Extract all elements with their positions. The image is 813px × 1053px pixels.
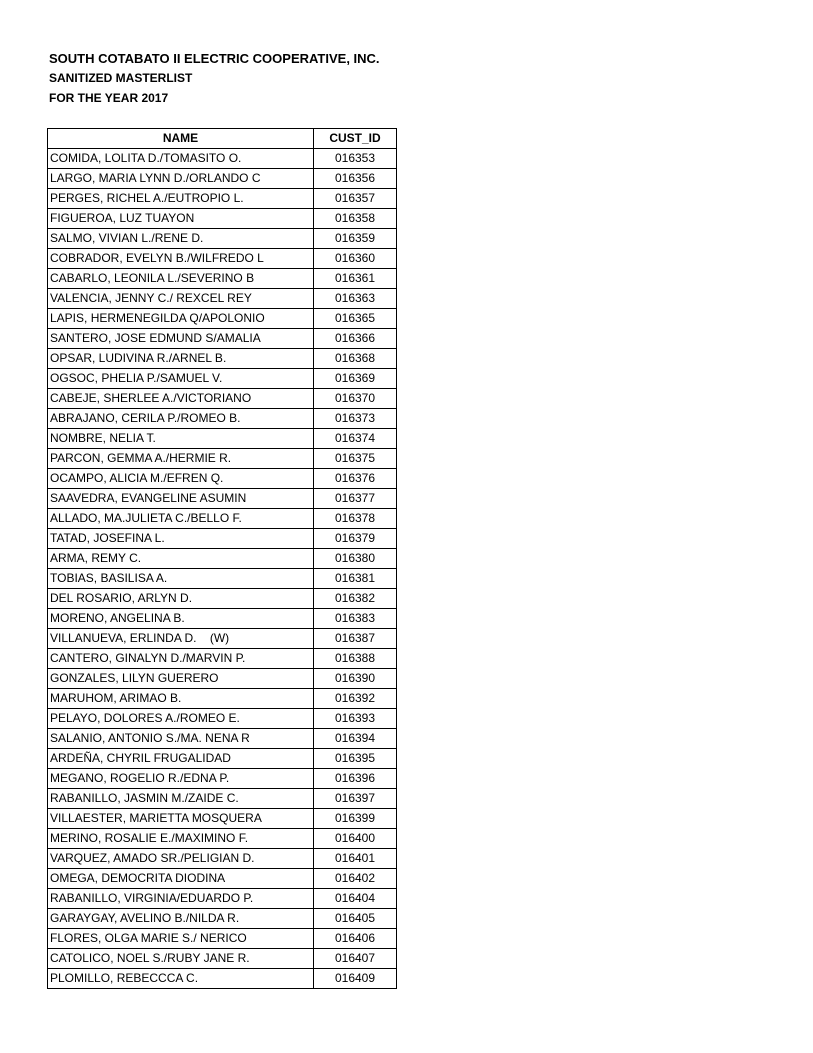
table-row xyxy=(48,409,397,429)
customer-id-cell: 016369 xyxy=(314,369,397,389)
customer-name-cell: PERGES, RICHEL A./EUTROPIO L. xyxy=(48,189,314,209)
table-row xyxy=(48,169,397,189)
customer-name-cell: PARCON, GEMMA A./HERMIE R. xyxy=(48,449,314,469)
customer-name-cell: TOBIAS, BASILISA A. xyxy=(48,569,314,589)
table-row xyxy=(48,749,397,769)
table-row xyxy=(48,769,397,789)
customer-id-cell: 016361 xyxy=(314,269,397,289)
table-row xyxy=(48,529,397,549)
table-row xyxy=(48,689,397,709)
customer-name-cell: DEL ROSARIO, ARLYN D. xyxy=(48,589,314,609)
table-row xyxy=(48,149,397,169)
customer-id-cell: 016397 xyxy=(314,789,397,809)
customer-name-cell: CANTERO, GINALYN D./MARVIN P. xyxy=(48,649,314,669)
table-row xyxy=(48,869,397,889)
customer-id-cell: 016407 xyxy=(314,949,397,969)
customer-id-cell: 016395 xyxy=(314,749,397,769)
table-row xyxy=(48,929,397,949)
customer-id-cell: 016406 xyxy=(314,929,397,949)
customer-name-cell: MARUHOM, ARIMAO B. xyxy=(48,689,314,709)
customer-id-cell: 016393 xyxy=(314,709,397,729)
year-label: FOR THE YEAR 2017 xyxy=(49,91,169,105)
customer-id-cell: 016374 xyxy=(314,429,397,449)
table-row xyxy=(48,469,397,489)
customer-id-cell: 016381 xyxy=(314,569,397,589)
customer-name-cell: VARQUEZ, AMADO SR./PELIGIAN D. xyxy=(48,849,314,869)
document-subtitle: SANITIZED MASTERLIST xyxy=(49,71,193,85)
customer-id-cell: 016360 xyxy=(314,249,397,269)
customer-id-cell: 016394 xyxy=(314,729,397,749)
table-row xyxy=(48,829,397,849)
customer-id-cell: 016400 xyxy=(314,829,397,849)
customer-id-cell: 016388 xyxy=(314,649,397,669)
table-row xyxy=(48,269,397,289)
customer-id-cell: 016379 xyxy=(314,529,397,549)
table-row xyxy=(48,189,397,209)
table-row xyxy=(48,229,397,249)
table-row xyxy=(48,209,397,229)
customer-name-cell: RABANILLO, JASMIN M./ZAIDE C. xyxy=(48,789,314,809)
customer-name-cell: LAPIS, HERMENEGILDA Q/APOLONIO xyxy=(48,309,314,329)
customer-id-cell: 016382 xyxy=(314,589,397,609)
customer-name-cell: FLORES, OLGA MARIE S./ NERICO xyxy=(48,929,314,949)
table-row xyxy=(48,809,397,829)
table-row xyxy=(48,569,397,589)
table-row xyxy=(48,669,397,689)
customer-name-cell: OGSOC, PHELIA P./SAMUEL V. xyxy=(48,369,314,389)
customer-name-cell: CABEJE, SHERLEE A./VICTORIANO xyxy=(48,389,314,409)
table-row xyxy=(48,389,397,409)
customer-name-cell: CATOLICO, NOEL S./RUBY JANE R. xyxy=(48,949,314,969)
customer-id-cell: 016378 xyxy=(314,509,397,529)
customer-name-cell: OCAMPO, ALICIA M./EFREN Q. xyxy=(48,469,314,489)
column-header-cust-id: CUST_ID xyxy=(314,129,397,149)
customer-name-cell: GONZALES, LILYN GUERERO xyxy=(48,669,314,689)
table-body xyxy=(48,149,397,989)
customer-id-cell: 016405 xyxy=(314,909,397,929)
customer-name-cell: CABARLO, LEONILA L./SEVERINO B xyxy=(48,269,314,289)
table-row xyxy=(48,849,397,869)
customer-id-cell: 016377 xyxy=(314,489,397,509)
customer-name-cell: FIGUEROA, LUZ TUAYON xyxy=(48,209,314,229)
customer-id-cell: 016365 xyxy=(314,309,397,329)
customer-name-cell: VILLANUEVA, ERLINDA D. (W) xyxy=(48,629,314,649)
customer-name-cell: ARDEÑA, CHYRIL FRUGALIDAD xyxy=(48,749,314,769)
customer-name-cell: PELAYO, DOLORES A./ROMEO E. xyxy=(48,709,314,729)
customer-id-cell: 016368 xyxy=(314,349,397,369)
customer-name-cell: RABANILLO, VIRGINIA/EDUARDO P. xyxy=(48,889,314,909)
customer-id-cell: 016380 xyxy=(314,549,397,569)
customer-id-cell: 016396 xyxy=(314,769,397,789)
customer-name-cell: NOMBRE, NELIA T. xyxy=(48,429,314,449)
customer-id-cell: 016404 xyxy=(314,889,397,909)
customer-name-cell: SAAVEDRA, EVANGELINE ASUMIN xyxy=(48,489,314,509)
customer-id-cell: 016399 xyxy=(314,809,397,829)
table-row xyxy=(48,789,397,809)
table-row xyxy=(48,889,397,909)
customer-name-cell: SALANIO, ANTONIO S./MA. NENA R xyxy=(48,729,314,749)
customer-name-cell: TATAD, JOSEFINA L. xyxy=(48,529,314,549)
table-header-row xyxy=(48,129,397,149)
customer-name-cell: ABRAJANO, CERILA P./ROMEO B. xyxy=(48,409,314,429)
customer-id-cell: 016353 xyxy=(314,149,397,169)
table-row xyxy=(48,609,397,629)
customer-name-cell: VALENCIA, JENNY C./ REXCEL REY xyxy=(48,289,314,309)
customer-name-cell: OPSAR, LUDIVINA R./ARNEL B. xyxy=(48,349,314,369)
table-row xyxy=(48,969,397,989)
table-row xyxy=(48,909,397,929)
customer-name-cell: SALMO, VIVIAN L./RENE D. xyxy=(48,229,314,249)
table-row xyxy=(48,709,397,729)
customer-id-cell: 016401 xyxy=(314,849,397,869)
customer-id-cell: 016376 xyxy=(314,469,397,489)
table-row xyxy=(48,649,397,669)
table-row xyxy=(48,369,397,389)
customer-name-cell: LARGO, MARIA LYNN D./ORLANDO C xyxy=(48,169,314,189)
table-row xyxy=(48,629,397,649)
table-row xyxy=(48,309,397,329)
customer-name-cell: OMEGA, DEMOCRITA DIODINA xyxy=(48,869,314,889)
customer-id-cell: 016373 xyxy=(314,409,397,429)
table-row xyxy=(48,249,397,269)
customer-name-cell: ARMA, REMY C. xyxy=(48,549,314,569)
customer-name-cell: SANTERO, JOSE EDMUND S/AMALIA xyxy=(48,329,314,349)
customer-name-cell: PLOMILLO, REBECCCA C. xyxy=(48,969,314,989)
customer-name-cell: VILLAESTER, MARIETTA MOSQUERA xyxy=(48,809,314,829)
document-header xyxy=(49,50,380,110)
table-row xyxy=(48,549,397,569)
table-row xyxy=(48,429,397,449)
customer-id-cell: 016375 xyxy=(314,449,397,469)
customer-id-cell: 016358 xyxy=(314,209,397,229)
customer-id-cell: 016402 xyxy=(314,869,397,889)
customer-id-cell: 016359 xyxy=(314,229,397,249)
table-row xyxy=(48,489,397,509)
customer-id-cell: 016366 xyxy=(314,329,397,349)
table-row xyxy=(48,589,397,609)
table-row xyxy=(48,449,397,469)
customer-id-cell: 016357 xyxy=(314,189,397,209)
customer-id-cell: 016390 xyxy=(314,669,397,689)
customer-name-cell: COBRADOR, EVELYN B./WILFREDO L xyxy=(48,249,314,269)
masterlist-table xyxy=(47,128,397,989)
organization-title: SOUTH COTABATO II ELECTRIC COOPERATIVE, INC. xyxy=(49,51,380,66)
customer-name-cell: COMIDA, LOLITA D./TOMASITO O. xyxy=(48,149,314,169)
customer-name-cell: MORENO, ANGELINA B. xyxy=(48,609,314,629)
customer-id-cell: 016370 xyxy=(314,389,397,409)
customer-id-cell: 016392 xyxy=(314,689,397,709)
customer-name-cell: MERINO, ROSALIE E./MAXIMINO F. xyxy=(48,829,314,849)
customer-id-cell: 016356 xyxy=(314,169,397,189)
customer-id-cell: 016363 xyxy=(314,289,397,309)
customer-name-cell: ALLADO, MA.JULIETA C./BELLO F. xyxy=(48,509,314,529)
customer-name-cell: MEGANO, ROGELIO R./EDNA P. xyxy=(48,769,314,789)
customer-id-cell: 016387 xyxy=(314,629,397,649)
table-row xyxy=(48,329,397,349)
table-row xyxy=(48,349,397,369)
column-header-name: NAME xyxy=(48,129,314,149)
customer-id-cell: 016409 xyxy=(314,969,397,989)
table-row xyxy=(48,509,397,529)
table-row xyxy=(48,729,397,749)
table-row xyxy=(48,949,397,969)
table-row xyxy=(48,289,397,309)
customer-id-cell: 016383 xyxy=(314,609,397,629)
customer-name-cell: GARAYGAY, AVELINO B./NILDA R. xyxy=(48,909,314,929)
